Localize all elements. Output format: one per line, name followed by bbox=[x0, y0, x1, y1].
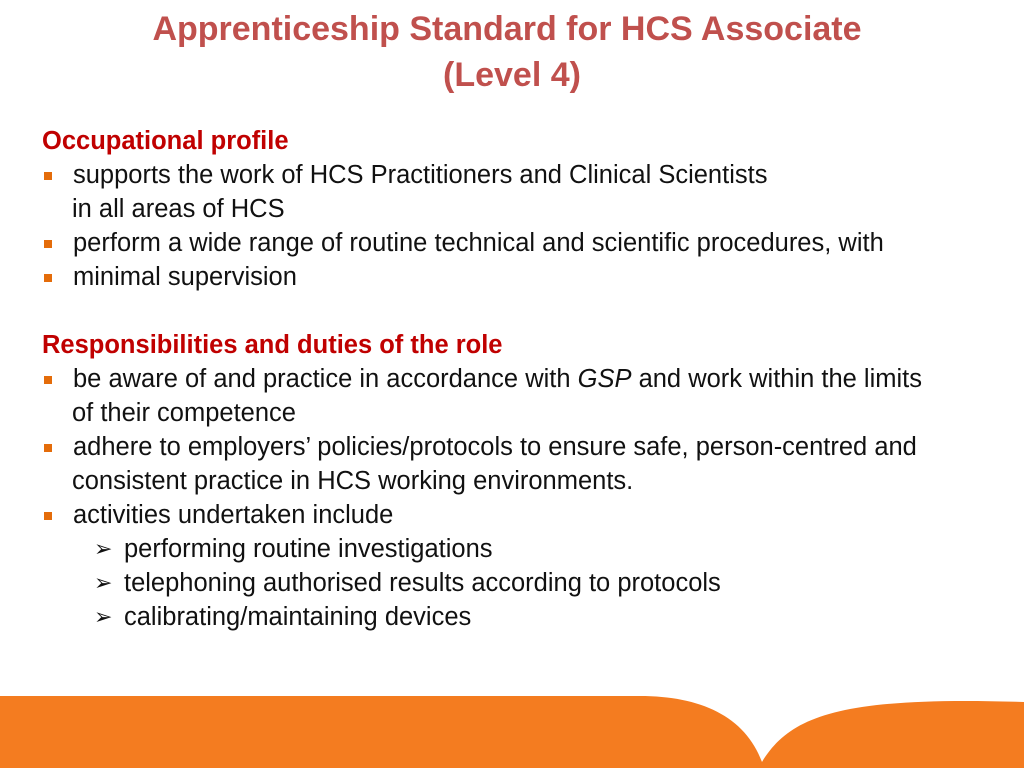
slide-body bbox=[42, 124, 1024, 634]
list-item-text bbox=[73, 362, 922, 396]
list-item bbox=[42, 158, 1024, 192]
arrowhead-bullet-icon: ➢ bbox=[94, 570, 113, 595]
list-item-text: adhere to employers’ policies/protocols to ensure safe, person-centred and bbox=[73, 433, 917, 461]
list-item-text: supports the work of HCS Practitioners and Clinical Scientists bbox=[73, 161, 768, 189]
occupational-profile-heading-text: Occupational profile bbox=[42, 127, 289, 155]
list-item-continuation bbox=[42, 396, 1024, 430]
list-item-text: activities undertaken include bbox=[73, 501, 394, 529]
slide-title bbox=[0, 6, 1024, 98]
list-item bbox=[42, 362, 1024, 396]
list-item-text-part: and work within the limits bbox=[631, 365, 923, 393]
list-item-text: minimal supervision bbox=[73, 263, 297, 291]
footer-wave-decoration bbox=[0, 696, 1024, 768]
square-bullet-icon bbox=[44, 274, 52, 282]
square-bullet-icon bbox=[44, 172, 52, 180]
sub-list-item bbox=[42, 600, 1024, 634]
sub-list-item-text: telephoning authorised results according to protocols bbox=[124, 569, 721, 597]
list-item-text: of their competence bbox=[72, 399, 296, 427]
sub-list-item-text: calibrating/maintaining devices bbox=[124, 603, 472, 631]
sub-list-item bbox=[42, 532, 1024, 566]
list-item-text-part: be aware of and practice in accordance with bbox=[73, 365, 578, 393]
list-item-text: consistent practice in HCS working environments. bbox=[72, 467, 634, 495]
slide-title-line1: Apprenticeship Standard for HCS Associate bbox=[152, 10, 862, 48]
slide-title-line2: (Level 4) bbox=[443, 56, 581, 94]
responsibilities-heading bbox=[42, 328, 1024, 362]
list-item-text: perform a wide range of routine technical and scientific procedures, with bbox=[73, 229, 884, 257]
footer-band bbox=[0, 696, 1024, 768]
gsp-emphasis: GSP bbox=[577, 365, 632, 393]
sub-list-item-text: performing routine investigations bbox=[124, 535, 493, 563]
list-item bbox=[42, 430, 1024, 464]
square-bullet-icon bbox=[44, 512, 52, 520]
square-bullet-icon bbox=[44, 444, 52, 452]
list-item bbox=[42, 498, 1024, 532]
square-bullet-icon bbox=[44, 240, 52, 248]
arrowhead-bullet-icon: ➢ bbox=[94, 536, 113, 561]
section-spacer bbox=[42, 294, 1024, 328]
list-item bbox=[42, 260, 1024, 294]
occupational-profile-heading bbox=[42, 124, 1024, 158]
list-item-continuation bbox=[42, 464, 1024, 498]
list-item-continuation bbox=[42, 192, 1024, 226]
list-item-text: in all areas of HCS bbox=[72, 195, 285, 223]
arrowhead-bullet-icon: ➢ bbox=[94, 604, 113, 629]
responsibilities-heading-text: Responsibilities and duties of the role bbox=[42, 331, 503, 359]
square-bullet-icon bbox=[44, 376, 52, 384]
sub-list-item bbox=[42, 566, 1024, 600]
list-item bbox=[42, 226, 1024, 260]
